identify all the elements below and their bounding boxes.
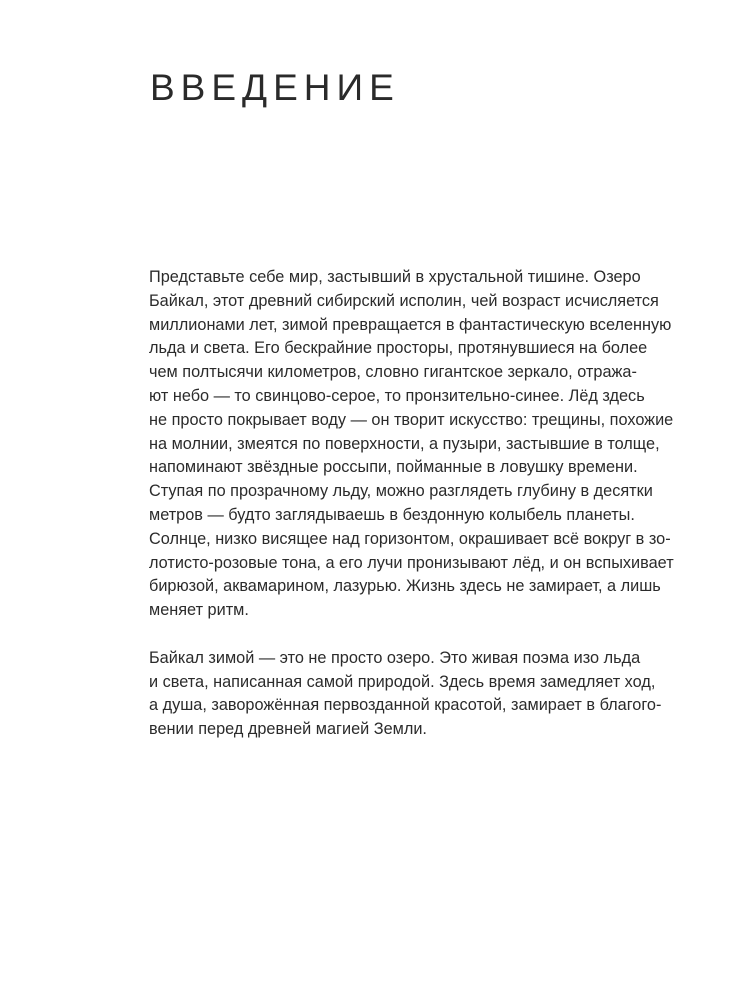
text-line: вении перед древней магией Земли. xyxy=(149,720,427,739)
text-line: ют небо — то свинцово-серое, то пронзительно-синее. Лёд здесь xyxy=(149,386,645,405)
text-line: меняет ритм. xyxy=(149,601,249,620)
text-line: Байкал зимой — это не просто озеро. Это живая поэма изо льда xyxy=(149,648,641,667)
paragraph-2 xyxy=(149,647,689,742)
text-line: на молнии, змеятся по поверхности, а пузыри, застывшие в толще, xyxy=(149,434,660,453)
text-line: бирюзой, аквамарином, лазурью. Жизнь здесь не замирает, а лишь xyxy=(149,577,661,596)
text-line: не просто покрывает воду — он творит искусство: трещины, похожие xyxy=(149,410,674,429)
body-text xyxy=(149,266,689,742)
text-line: и света, написанная самой природой. Здесь время замедляет ход, xyxy=(149,672,656,691)
text-line: льда и света. Его бескрайние просторы, протянувшиеся на более xyxy=(149,339,648,358)
text-line: Байкал, этот древний сибирский исполин, чей возраст исчисляется xyxy=(149,291,659,310)
text-line: миллионами лет, зимой превращается в фантастическую вселенную xyxy=(149,315,672,334)
paragraph-1 xyxy=(149,266,689,623)
text-line: лотисто-розовые тона, а его лучи пронизывают лёд, и он вспыхивает xyxy=(149,553,674,572)
text-line: а душа, заворожённая первозданной красотой, замирает в благого- xyxy=(149,696,662,715)
text-line: Ступая по прозрачному льду, можно разглядеть глубину в десятки xyxy=(149,482,653,501)
text-line: напоминают звёздные россыпи, пойманные в ловушку времени. xyxy=(149,458,638,477)
page-title: ВВЕДЕНИЕ xyxy=(150,67,400,108)
text-line: метров — будто заглядываешь в бездонную колыбель планеты. xyxy=(149,505,635,524)
text-line: Представьте себе мир, застывший в хрустальной тишине. Озеро xyxy=(149,268,641,286)
text-line: Солнце, низко висящее над горизонтом, окрашивает всё вокруг в зо- xyxy=(149,529,671,548)
text-line: чем полтысячи километров, словно гигантское зеркало, отража- xyxy=(149,363,637,382)
